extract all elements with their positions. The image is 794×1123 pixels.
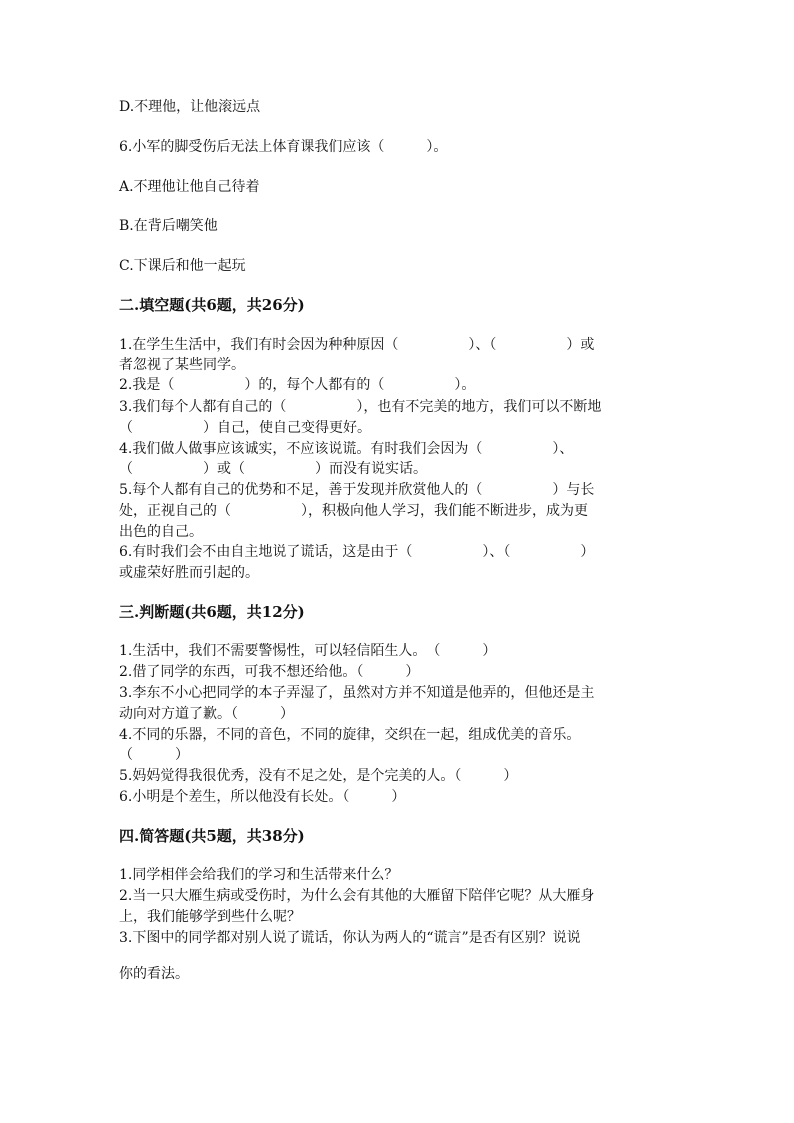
judge-item-3-line-2: 动向对方道了歉。（ ） — [119, 706, 294, 722]
fill-item-6-line-1: 6.有时我们会不由自主地说了谎话，这是由于（ ）、（ ） — [119, 544, 595, 560]
fill-item-2: 2.我是（ ）的，每个人都有的（ ）。 — [119, 377, 476, 393]
section-heading-fill-blank: 二.填空题(共6题，共26分) — [119, 296, 305, 314]
option-b: B.在背后嘲笑他 — [119, 218, 218, 234]
fill-item-3-line-2: （ ）自己，使自己变得更好。 — [119, 420, 371, 436]
judge-item-4-line-1: 4.不同的乐器，不同的音色，不同的旋律，交织在一起，组成优美的音乐。 — [119, 727, 581, 743]
fill-item-5-line-3: 出色的自己。 — [119, 524, 203, 540]
answer-item-2-line-2: 上，我们能够学到些什么呢？ — [119, 909, 301, 925]
judge-item-4-line-2: （ ） — [119, 747, 189, 763]
fill-item-3-line-1: 3.我们每个人都有自己的（ ），也有不完美的地方，我们可以不断地 — [119, 399, 602, 415]
fill-item-4-line-2: （ ）或（ ）而没有说实话。 — [119, 461, 427, 477]
section-heading-short-answer: 四.简答题(共5题，共38分) — [119, 827, 305, 845]
answer-item-2-line-1: 2.当一只大雁生病或受伤时，为什么会有其他的大雁留下陪伴它呢？从大雁身 — [119, 888, 595, 904]
fill-item-6-line-2: 或虚荣好胜而引起的。 — [119, 565, 259, 581]
section-heading-true-false: 三.判断题(共6题，共12分) — [119, 603, 305, 621]
answer-item-3-line-1: 3.下图中的同学都对别人说了谎话，你认为两人的“谎言”是否有区别？说说 — [119, 930, 581, 946]
fill-item-1-line-2: 者忽视了某些同学。 — [119, 357, 245, 373]
option-a: A.不理他让他自己待着 — [119, 179, 260, 195]
fill-item-4-line-1: 4.我们做人做事应该诚实，不应该说谎。有时我们会因为（ ）、 — [119, 441, 574, 457]
judge-item-6: 6.小明是个差生，所以他没有长处。（ ） — [119, 789, 406, 805]
fill-item-5-line-1: 5.每个人都有自己的优势和不足，善于发现并欣赏他人的（ ）与长 — [119, 482, 595, 498]
question-6: 6.小军的脚受伤后无法上体育课我们应该（ ）。 — [119, 139, 448, 155]
judge-item-5: 5.妈妈觉得我很优秀，没有不足之处，是个完美的人。（ ） — [119, 768, 518, 784]
fill-item-5-line-2: 处，正视自己的（ ），积极向他人学习，我们能不断进步，成为更 — [119, 503, 588, 519]
option-d: D.不理他，让他滚远点 — [119, 99, 261, 115]
option-c: C.下课后和他一起玩 — [119, 258, 246, 274]
fill-item-1-line-1: 1.在学生生活中，我们有时会因为种种原因（ ）、（ ）或 — [119, 337, 595, 353]
judge-item-3-line-1: 3.李东不小心把同学的本子弄湿了，虽然对方并不知道是他弄的，但他还是主 — [119, 685, 595, 701]
judge-item-2: 2.借了同学的东西，可我不想还给他。（ ） — [119, 664, 420, 680]
answer-item-3-line-2: 你的看法。 — [119, 966, 189, 982]
judge-item-1: 1.生活中，我们不需要警惕性，可以轻信陌生人。 （ ） — [119, 643, 497, 659]
answer-item-1: 1.同学相伴会给我们的学习和生活带来什么？ — [119, 867, 399, 883]
